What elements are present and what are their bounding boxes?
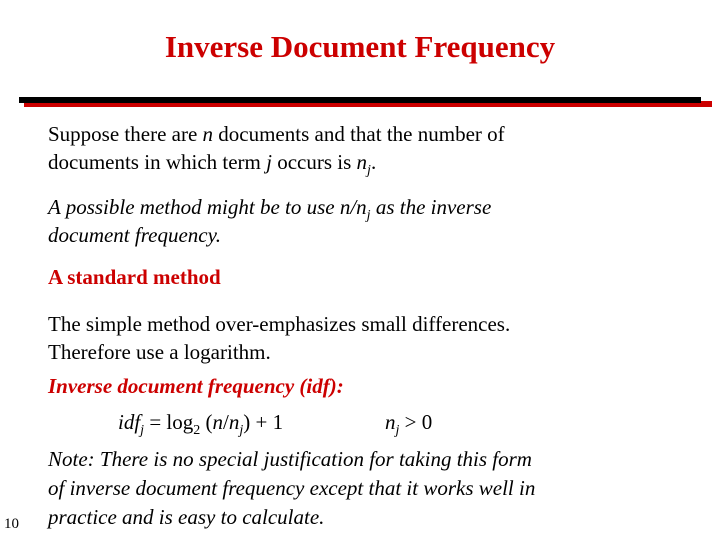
para1-line2 bbox=[48, 148, 376, 176]
formula-close: ) + 1 bbox=[243, 410, 284, 434]
para1-var-n: n bbox=[202, 122, 214, 146]
para2-line1 bbox=[48, 193, 491, 221]
condition-rest: > 0 bbox=[399, 410, 433, 434]
formula-eq-log: = log bbox=[144, 410, 194, 434]
para3-line2: Therefore use a logarithm. bbox=[48, 340, 271, 364]
note-line3: practice and is easy to calculate. bbox=[48, 505, 325, 529]
title-rule bbox=[19, 97, 701, 103]
formula-slash: / bbox=[223, 410, 229, 434]
para2-sub-j: j bbox=[366, 208, 371, 223]
para1-period: . bbox=[370, 150, 377, 174]
idf-heading: Inverse document frequency (idf): bbox=[48, 374, 344, 398]
para1-var-j: j bbox=[266, 150, 272, 174]
para1-text-a: Suppose there are bbox=[48, 122, 203, 146]
page-number: 10 bbox=[4, 516, 19, 532]
para1-line1 bbox=[48, 120, 505, 148]
formula-nj-sub: j bbox=[239, 423, 244, 438]
para2-text-c: document frequency. bbox=[48, 223, 221, 247]
idf-formula bbox=[118, 408, 283, 436]
formula-open-paren: ( bbox=[200, 410, 213, 434]
section-heading: A standard method bbox=[48, 265, 221, 289]
para1-text-b: documents and that the number of bbox=[213, 122, 505, 146]
note-line1: Note: There is no special justification for taking this form bbox=[48, 447, 532, 471]
idf-condition bbox=[385, 408, 432, 436]
para3-line1: The simple method over-emphasizes small differences. bbox=[48, 312, 511, 336]
para1-var-nj-sub: j bbox=[367, 163, 371, 178]
para1-var-nj: n bbox=[356, 150, 368, 174]
condition-n: n bbox=[385, 410, 396, 434]
para2-line2 bbox=[48, 221, 221, 249]
formula-idf-sub: j bbox=[140, 423, 145, 438]
formula-log-base: 2 bbox=[193, 423, 201, 438]
para2-text-a: A possible method might be to use n/n bbox=[48, 195, 367, 219]
note-line2: of inverse document frequency except that it works well in bbox=[48, 476, 536, 500]
condition-sub: j bbox=[395, 423, 400, 438]
slide-title: Inverse Document Frequency bbox=[164, 29, 556, 64]
formula-nj: n bbox=[228, 410, 240, 434]
para2-text-b: as the inverse bbox=[370, 195, 492, 219]
para1-text-c: documents in which term bbox=[48, 150, 267, 174]
para1-text-d: occurs is bbox=[271, 150, 357, 174]
formula-idf: idf bbox=[118, 410, 141, 434]
formula-n: n bbox=[212, 410, 223, 434]
